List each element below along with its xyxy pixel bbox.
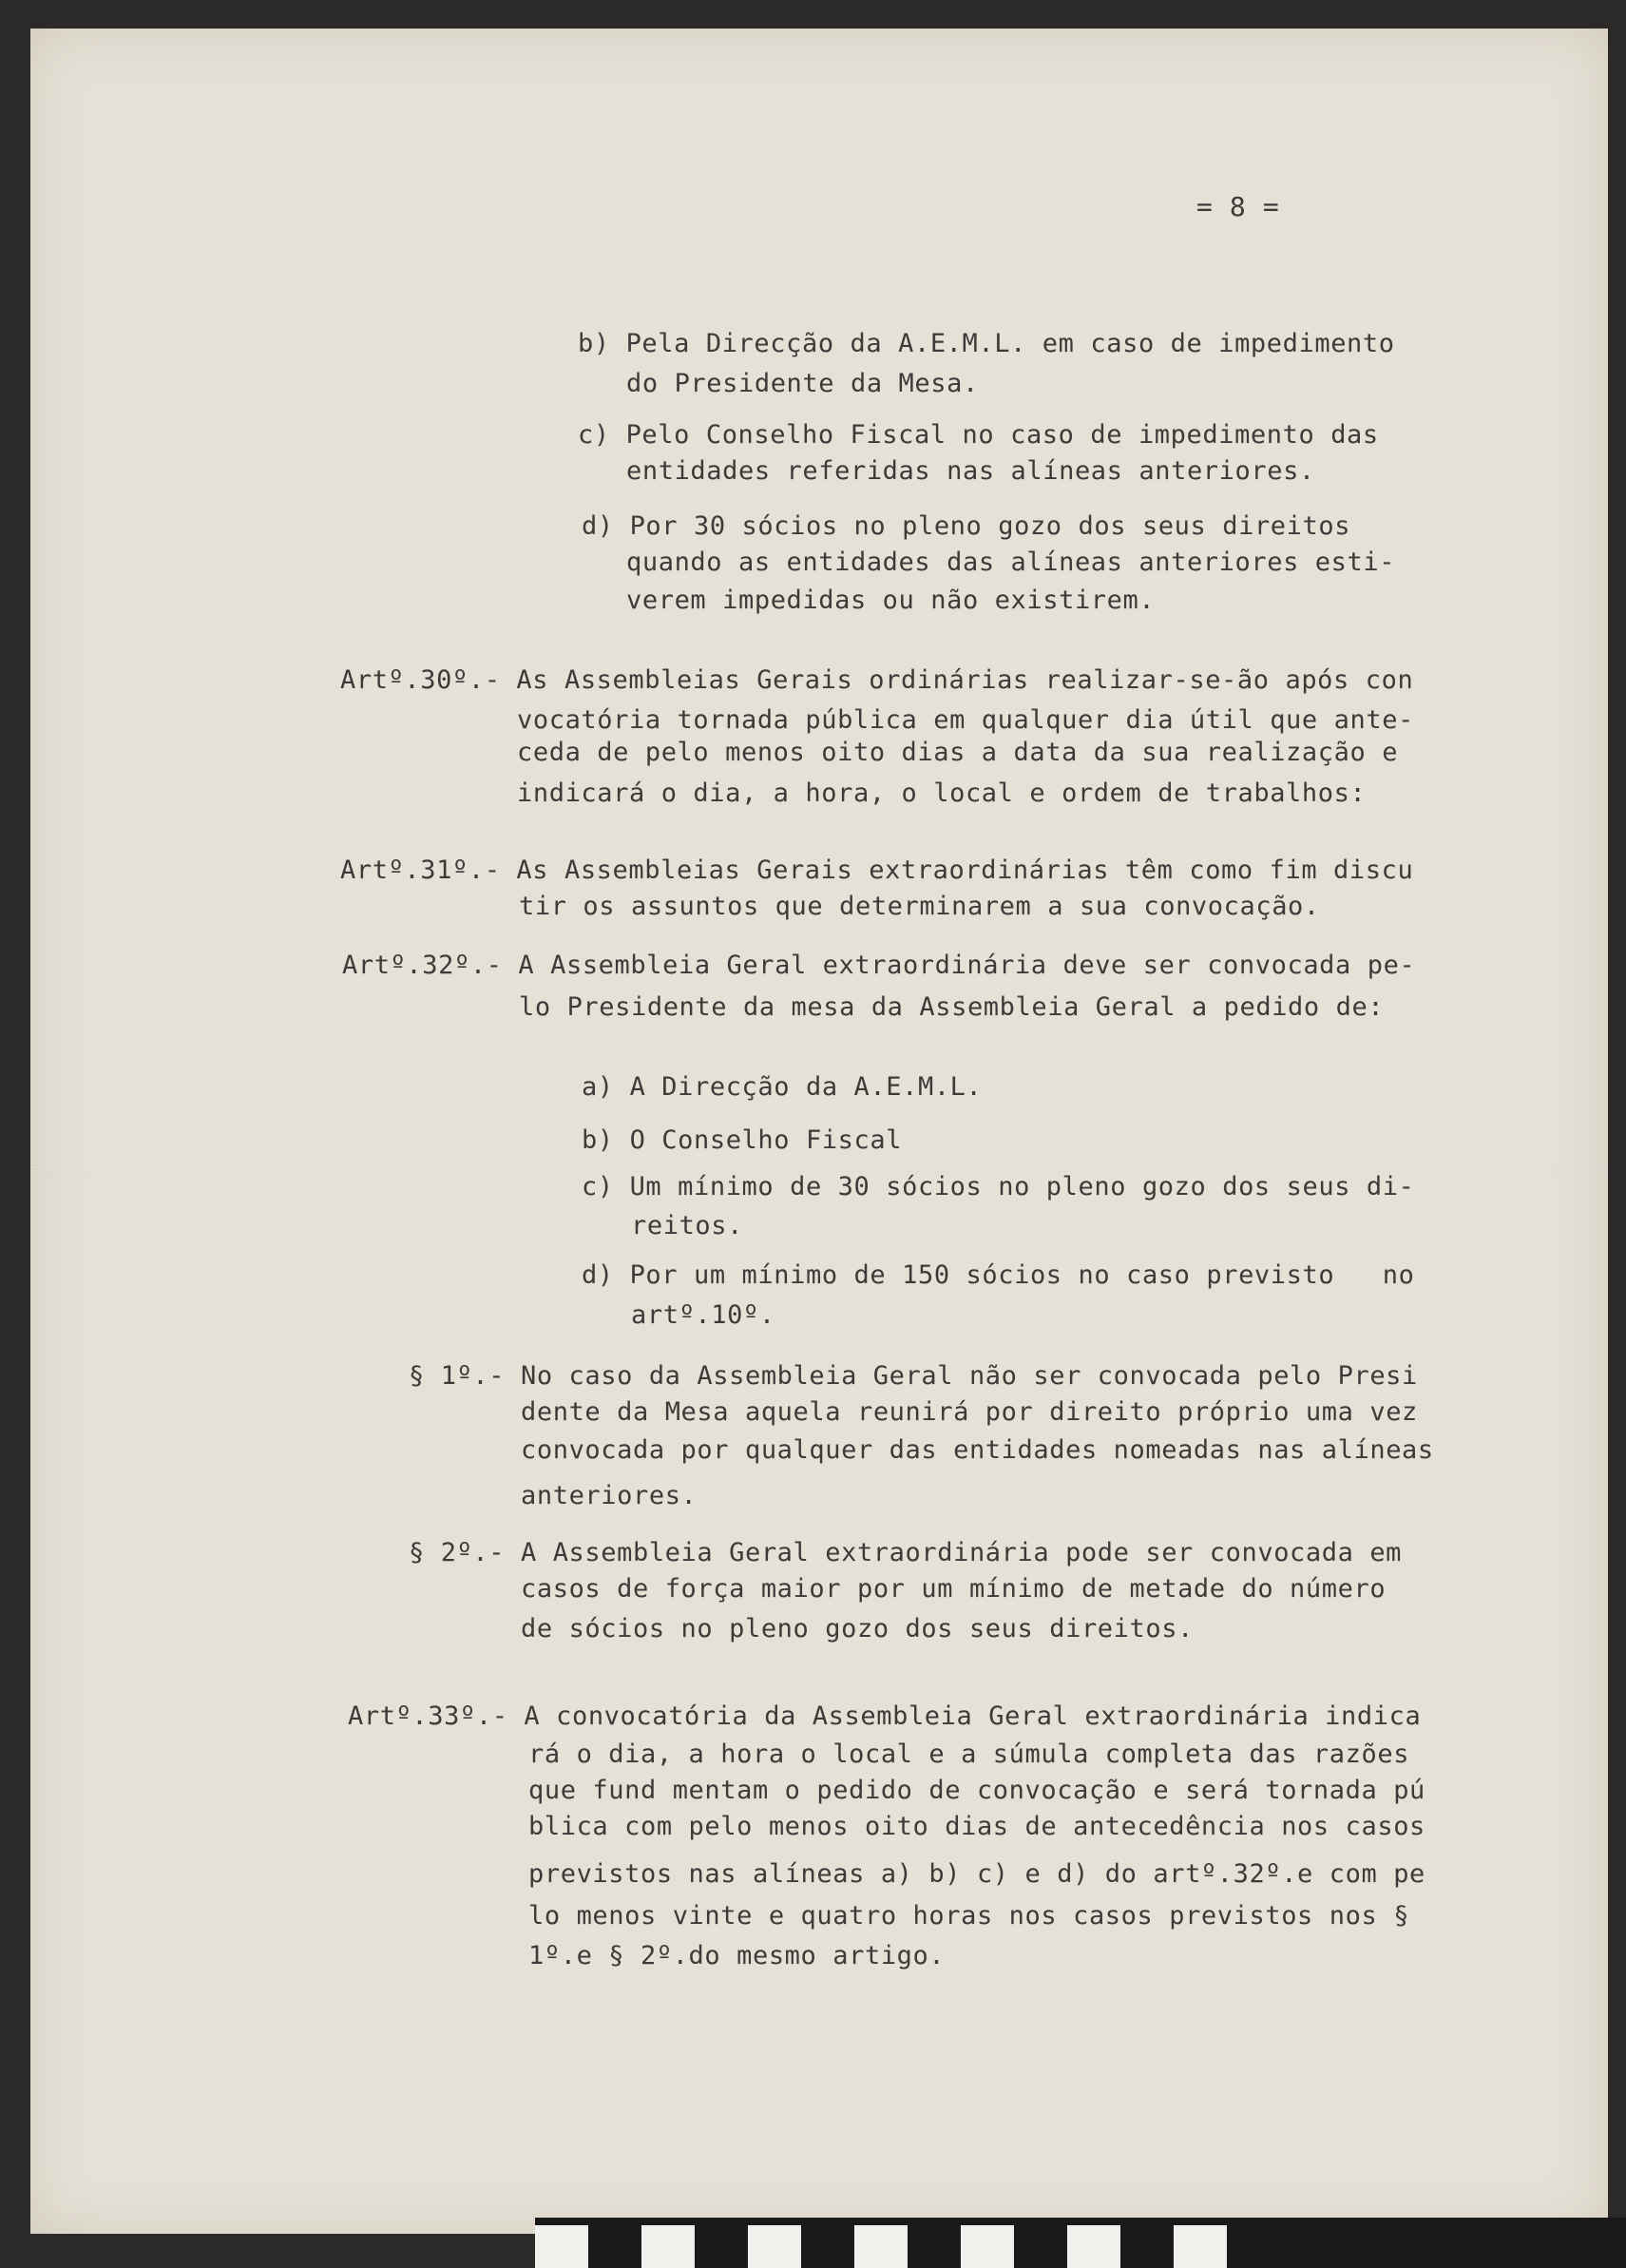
text-line: de sócios no pleno gozo dos seus direitos. (521, 1614, 1194, 1643)
text-line: b) O Conselho Fiscal (582, 1125, 903, 1155)
text-line: anteriores. (521, 1481, 698, 1510)
text-line: tir os assuntos que determinarem a sua convocação. (519, 892, 1320, 921)
text-line: previstos nas alíneas a) b) c) e d) do artº.32º.e com pe (528, 1859, 1425, 1889)
text-line: lo menos vinte e quatro horas nos casos previstos nos § (528, 1901, 1410, 1931)
text-line: Artº.31º.- As Assembleias Gerais extraordinárias têm como fim discu (340, 855, 1414, 885)
text-line: quando as entidades das alíneas anteriores esti- (626, 548, 1396, 577)
text-line: c) Pelo Conselho Fiscal no caso de impedimento das (578, 420, 1379, 450)
text-line: convocada por qualquer das entidades nomeadas nas alíneas (521, 1435, 1434, 1465)
page-number: = 8 = (1196, 191, 1280, 222)
scale-ruler (535, 2218, 1626, 2268)
text-line: lo Presidente da mesa da Assembleia Geral a pedido de: (519, 992, 1385, 1022)
text-line: entidades referidas nas alíneas anteriores. (626, 456, 1315, 486)
text-line: c) Um mínimo de 30 sócios no pleno gozo dos seus di- (582, 1172, 1415, 1201)
text-line: Artº.33º.- A convocatória da Assembleia Geral extraordinária indica (348, 1701, 1422, 1731)
text-line: blica com pelo menos oito dias de antecedência nos casos (528, 1812, 1425, 1841)
text-line: ceda de pelo menos oito dias a data da sua realização e (517, 738, 1399, 767)
text-line: indicará o dia, a hora, o local e ordem de trabalhos: (517, 778, 1367, 808)
text-line: reitos. (631, 1211, 743, 1240)
text-line: casos de força maior por um mínimo de metade do número (521, 1574, 1387, 1604)
text-line: vocatória tornada pública em qualquer dia útil que ante- (517, 705, 1414, 735)
text-line: dente da Mesa aquela reunirá por direito próprio uma vez (521, 1397, 1418, 1427)
text-line: Artº.30º.- As Assembleias Gerais ordinárias realizar-se-ão após con (340, 665, 1414, 695)
text-line: verem impedidas ou não existirem. (626, 586, 1156, 615)
text-line: artº.10º. (631, 1300, 775, 1330)
text-line: que fund mentam o pedido de convocação e será tornada pú (528, 1776, 1425, 1805)
text-line: § 1º.- No caso da Assembleia Geral não ser convocada pelo Presi (409, 1361, 1418, 1391)
text-line: Artº.32º.- A Assembleia Geral extraordinária deve ser convocada pe- (342, 951, 1416, 980)
text-line: a) A Direcção da A.E.M.L. (582, 1072, 983, 1102)
text-line: d) Por um mínimo de 150 sócios no caso previsto no (582, 1260, 1415, 1290)
text-line: d) Por 30 sócios no pleno gozo dos seus direitos (582, 511, 1351, 541)
text-line: do Presidente da Mesa. (626, 369, 979, 398)
text-line: 1º.e § 2º.do mesmo artigo. (528, 1941, 946, 1970)
text-line: b) Pela Direcção da A.E.M.L. em caso de impedimento (578, 329, 1395, 358)
text-line: § 2º.- A Assembleia Geral extraordinária pode ser convocada em (409, 1538, 1403, 1567)
text-line: rá o dia, a hora o local e a súmula completa das razões (528, 1739, 1410, 1769)
